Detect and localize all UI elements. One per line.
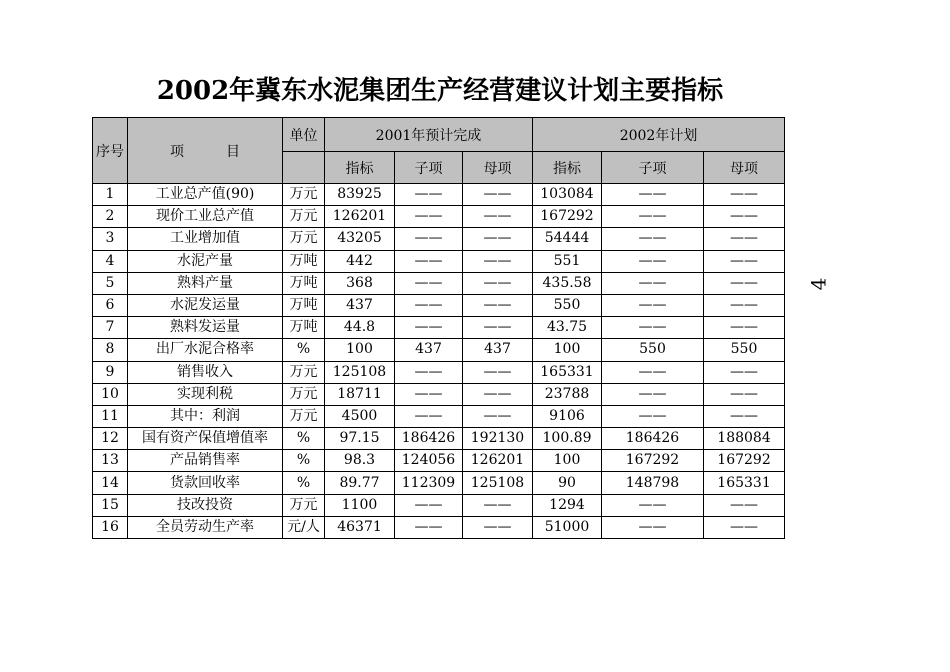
table-row <box>93 294 785 316</box>
cell-2002-index: 43.75 <box>533 317 602 339</box>
cell-2002-index: 9106 <box>533 405 602 427</box>
cell-2002-parent: —— <box>704 184 785 206</box>
indicators-table <box>92 117 785 539</box>
table-row <box>93 184 785 206</box>
cell-2002-parent: —— <box>704 317 785 339</box>
table-body <box>93 184 785 539</box>
cell-2001-child: —— <box>395 184 463 206</box>
table-row <box>93 206 785 228</box>
cell-2002-index: 551 <box>533 250 602 272</box>
cell-seq: 4 <box>93 250 128 272</box>
cell-2001-index: 126201 <box>325 206 395 228</box>
table-row <box>93 450 785 472</box>
cell-unit: 万元 <box>283 494 325 516</box>
cell-2002-parent: 188084 <box>704 428 785 450</box>
cell-2002-index: 100 <box>533 450 602 472</box>
table-row <box>93 516 785 538</box>
table-row <box>93 361 785 383</box>
cell-2002-child: 148798 <box>602 472 704 494</box>
cell-2001-index: 83925 <box>325 184 395 206</box>
cell-2001-parent: —— <box>463 361 533 383</box>
cell-2001-parent: —— <box>463 494 533 516</box>
cell-2002-parent: —— <box>704 405 785 427</box>
cell-2001-index: 1100 <box>325 494 395 516</box>
cell-2001-index: 44.8 <box>325 317 395 339</box>
cell-2001-child: —— <box>395 206 463 228</box>
cell-2001-parent: —— <box>463 294 533 316</box>
header-2002-parent: 母项 <box>704 152 785 184</box>
cell-unit: % <box>283 472 325 494</box>
cell-2002-index: 550 <box>533 294 602 316</box>
cell-2001-child: 186426 <box>395 428 463 450</box>
cell-2002-child: 186426 <box>602 428 704 450</box>
header-unit-blank <box>283 152 325 184</box>
cell-seq: 10 <box>93 383 128 405</box>
cell-2002-child: —— <box>602 228 704 250</box>
table-row <box>93 405 785 427</box>
cell-2002-parent: —— <box>704 361 785 383</box>
cell-2001-index: 18711 <box>325 383 395 405</box>
page-number: 4 <box>806 277 831 291</box>
cell-unit: 万吨 <box>283 250 325 272</box>
cell-2001-child: —— <box>395 317 463 339</box>
cell-2001-child: 124056 <box>395 450 463 472</box>
cell-2002-child: —— <box>602 272 704 294</box>
table-row <box>93 428 785 450</box>
cell-2001-child: —— <box>395 516 463 538</box>
header-group-2001: 2001年预计完成 <box>325 118 533 152</box>
cell-unit: % <box>283 450 325 472</box>
cell-2002-parent: 165331 <box>704 472 785 494</box>
header-2002-child: 子项 <box>602 152 704 184</box>
header-2001-parent: 母项 <box>463 152 533 184</box>
cell-seq: 6 <box>93 294 128 316</box>
cell-item: 销售收入 <box>128 361 283 383</box>
cell-seq: 14 <box>93 472 128 494</box>
cell-2002-parent: 550 <box>704 339 785 361</box>
cell-item: 货款回收率 <box>128 472 283 494</box>
cell-2001-child: —— <box>395 405 463 427</box>
cell-2002-child: —— <box>602 294 704 316</box>
cell-2001-child: —— <box>395 494 463 516</box>
cell-seq: 16 <box>93 516 128 538</box>
cell-unit: 万元 <box>283 184 325 206</box>
cell-2002-index: 100.89 <box>533 428 602 450</box>
cell-2002-child: —— <box>602 516 704 538</box>
cell-2001-index: 442 <box>325 250 395 272</box>
cell-seq: 13 <box>93 450 128 472</box>
cell-2001-parent: —— <box>463 516 533 538</box>
cell-2002-index: 90 <box>533 472 602 494</box>
cell-2002-parent: —— <box>704 516 785 538</box>
table-row <box>93 228 785 250</box>
cell-seq: 7 <box>93 317 128 339</box>
cell-2002-child: —— <box>602 206 704 228</box>
cell-2001-child: —— <box>395 294 463 316</box>
cell-2001-index: 125108 <box>325 361 395 383</box>
cell-item: 熟料产量 <box>128 272 283 294</box>
header-2002-index: 指标 <box>533 152 602 184</box>
cell-2002-index: 100 <box>533 339 602 361</box>
cell-2001-index: 97.15 <box>325 428 395 450</box>
cell-unit: 万元 <box>283 228 325 250</box>
table-row <box>93 272 785 294</box>
cell-2002-index: 23788 <box>533 383 602 405</box>
cell-2001-child: —— <box>395 383 463 405</box>
table-row <box>93 317 785 339</box>
cell-2001-parent: —— <box>463 206 533 228</box>
cell-2002-index: 103084 <box>533 184 602 206</box>
table-row <box>93 494 785 516</box>
cell-unit: 万吨 <box>283 272 325 294</box>
cell-item: 实现利税 <box>128 383 283 405</box>
cell-unit: 万吨 <box>283 317 325 339</box>
cell-unit: 万元 <box>283 361 325 383</box>
cell-2001-index: 89.77 <box>325 472 395 494</box>
header-2001-index: 指标 <box>325 152 395 184</box>
cell-item: 水泥发运量 <box>128 294 283 316</box>
cell-2002-parent: —— <box>704 294 785 316</box>
cell-2002-child: —— <box>602 361 704 383</box>
cell-item: 现价工业总产值 <box>128 206 283 228</box>
header-seq: 序号 <box>93 118 128 184</box>
cell-2002-parent: —— <box>704 494 785 516</box>
cell-item: 水泥产量 <box>128 250 283 272</box>
cell-unit: % <box>283 339 325 361</box>
cell-item: 国有资产保值增值率 <box>128 428 283 450</box>
cell-2001-parent: —— <box>463 184 533 206</box>
cell-2001-parent: —— <box>463 228 533 250</box>
cell-2002-parent: —— <box>704 228 785 250</box>
cell-2002-index: 54444 <box>533 228 602 250</box>
cell-2001-child: 112309 <box>395 472 463 494</box>
table-row <box>93 339 785 361</box>
cell-2001-child: —— <box>395 250 463 272</box>
cell-2001-parent: 437 <box>463 339 533 361</box>
cell-item: 出厂水泥合格率 <box>128 339 283 361</box>
cell-2002-parent: —— <box>704 272 785 294</box>
cell-unit: 万元 <box>283 405 325 427</box>
cell-2001-parent: —— <box>463 317 533 339</box>
cell-2001-parent: —— <box>463 383 533 405</box>
cell-item: 工业总产值(90) <box>128 184 283 206</box>
cell-2002-parent: —— <box>704 250 785 272</box>
cell-2002-parent: 167292 <box>704 450 785 472</box>
cell-2002-child: 167292 <box>602 450 704 472</box>
cell-unit: 万元 <box>283 206 325 228</box>
cell-item: 熟料发运量 <box>128 317 283 339</box>
cell-seq: 8 <box>93 339 128 361</box>
cell-2001-child: —— <box>395 361 463 383</box>
cell-2002-index: 1294 <box>533 494 602 516</box>
cell-item: 其中：利润 <box>128 405 283 427</box>
cell-2002-index: 435.58 <box>533 272 602 294</box>
table-row <box>93 472 785 494</box>
cell-2001-index: 46371 <box>325 516 395 538</box>
cell-2002-parent: —— <box>704 206 785 228</box>
cell-2002-index: 167292 <box>533 206 602 228</box>
header-unit: 单位 <box>283 118 325 152</box>
cell-2001-index: 100 <box>325 339 395 361</box>
header-item: 项 目 <box>128 118 283 184</box>
cell-2001-parent: —— <box>463 405 533 427</box>
cell-2001-parent: 192130 <box>463 428 533 450</box>
cell-2002-child: —— <box>602 405 704 427</box>
cell-seq: 11 <box>93 405 128 427</box>
cell-item: 产品销售率 <box>128 450 283 472</box>
cell-2002-child: —— <box>602 494 704 516</box>
table-row <box>93 383 785 405</box>
cell-seq: 1 <box>93 184 128 206</box>
cell-2001-index: 98.3 <box>325 450 395 472</box>
cell-2002-child: —— <box>602 250 704 272</box>
cell-2001-index: 437 <box>325 294 395 316</box>
cell-2001-index: 4500 <box>325 405 395 427</box>
cell-seq: 5 <box>93 272 128 294</box>
cell-seq: 3 <box>93 228 128 250</box>
cell-unit: 元/人 <box>283 516 325 538</box>
cell-item: 技改投资 <box>128 494 283 516</box>
cell-2001-parent: —— <box>463 272 533 294</box>
cell-unit: 万元 <box>283 383 325 405</box>
cell-2001-child: —— <box>395 228 463 250</box>
cell-seq: 15 <box>93 494 128 516</box>
cell-2001-parent: 125108 <box>463 472 533 494</box>
cell-unit: % <box>283 428 325 450</box>
cell-seq: 2 <box>93 206 128 228</box>
cell-2001-parent: —— <box>463 250 533 272</box>
cell-2002-child: —— <box>602 383 704 405</box>
cell-2002-child: —— <box>602 184 704 206</box>
cell-2001-child: 437 <box>395 339 463 361</box>
cell-2001-index: 43205 <box>325 228 395 250</box>
cell-2002-child: —— <box>602 317 704 339</box>
cell-2002-index: 165331 <box>533 361 602 383</box>
cell-2001-child: —— <box>395 272 463 294</box>
cell-2001-parent: 126201 <box>463 450 533 472</box>
cell-item: 工业增加值 <box>128 228 283 250</box>
cell-2002-child: 550 <box>602 339 704 361</box>
cell-item: 全员劳动生产率 <box>128 516 283 538</box>
cell-seq: 9 <box>93 361 128 383</box>
cell-2001-index: 368 <box>325 272 395 294</box>
cell-unit: 万吨 <box>283 294 325 316</box>
cell-2002-parent: —— <box>704 383 785 405</box>
cell-seq: 12 <box>93 428 128 450</box>
page-title: 2002年冀东水泥集团生产经营建议计划主要指标 <box>156 76 724 106</box>
header-group-2002: 2002年计划 <box>533 118 785 152</box>
cell-2002-index: 51000 <box>533 516 602 538</box>
header-2001-child: 子项 <box>395 152 463 184</box>
table-row <box>93 250 785 272</box>
